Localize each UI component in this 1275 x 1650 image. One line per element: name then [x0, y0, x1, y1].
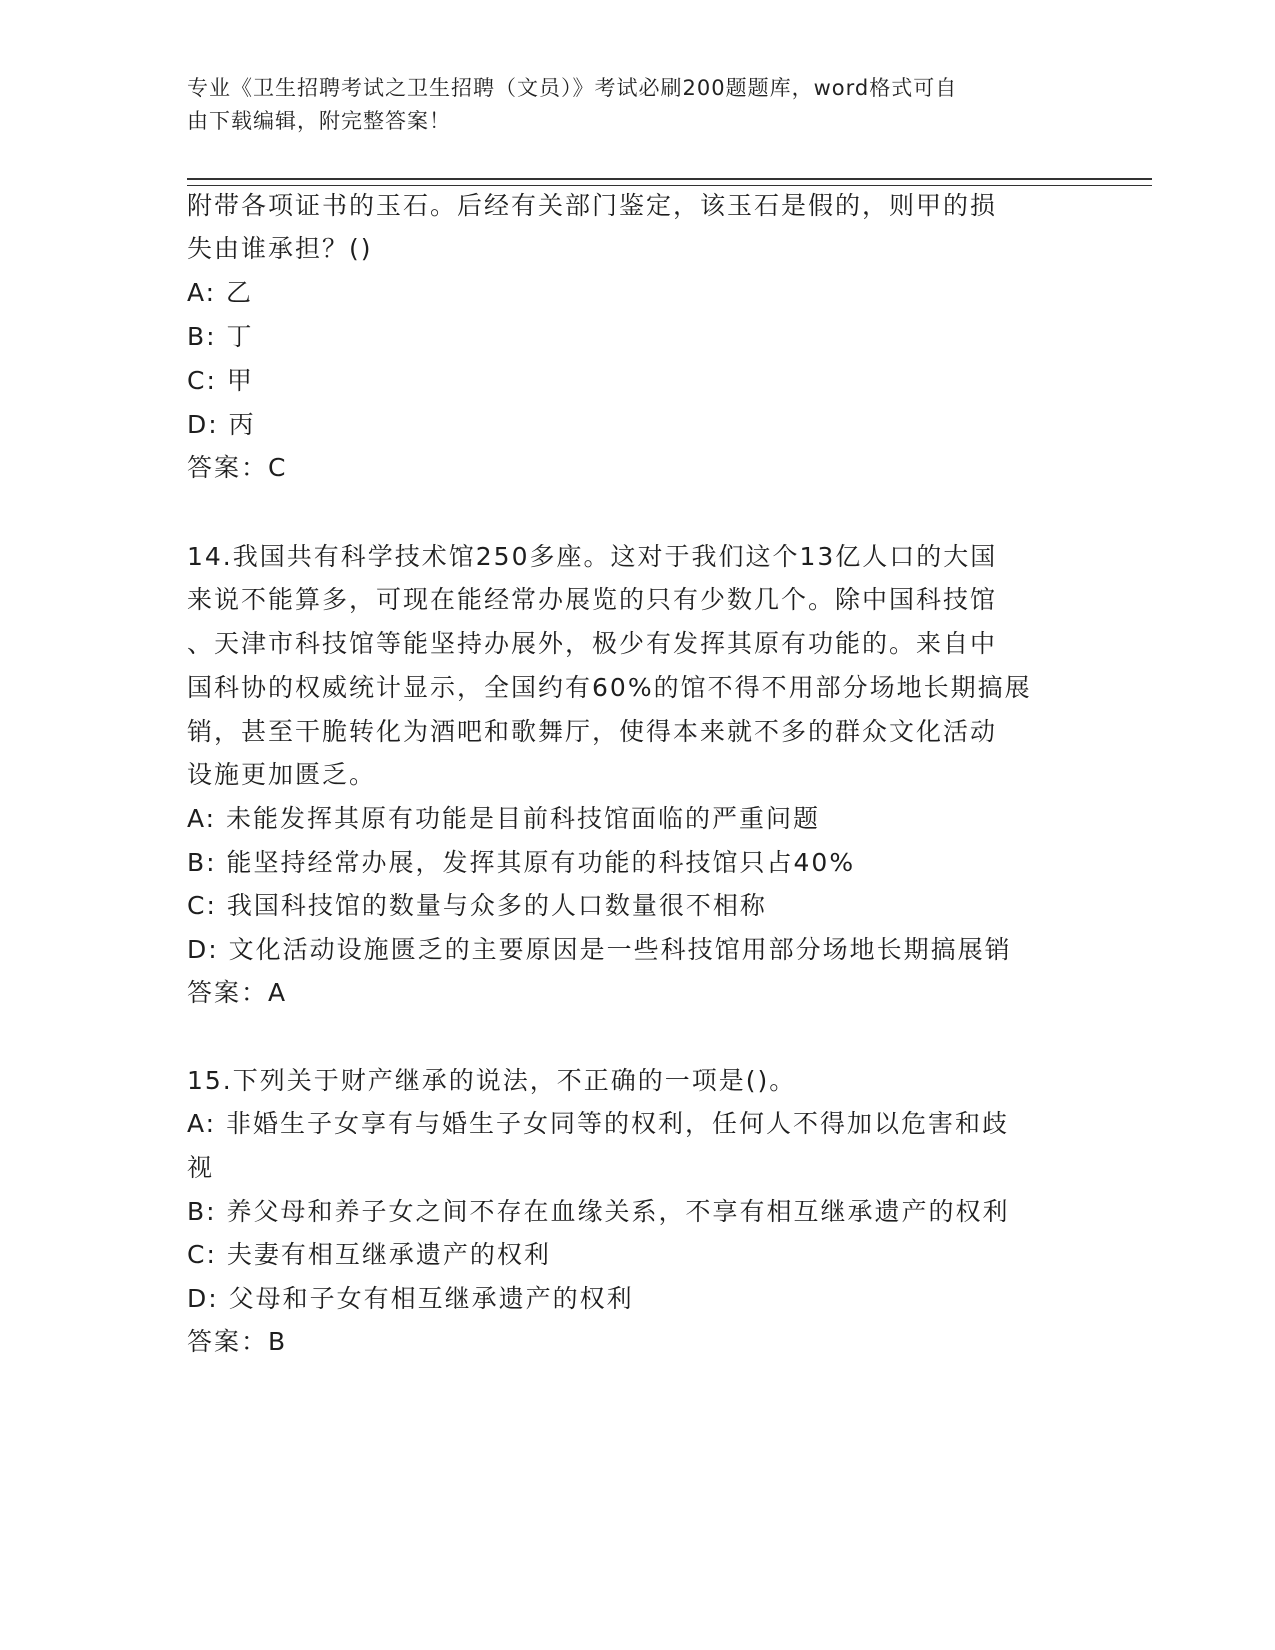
option-a: A: 乙	[187, 278, 254, 307]
option-d: D: 父母和子女有相互继承遗产的权利	[187, 1284, 634, 1313]
question-stem-line: 14.我国共有科学技术馆250多座。这对于我们这个13亿人口的大国	[187, 542, 998, 571]
question-stem-line: 销，甚至干脆转化为酒吧和歌舞厅，使得本来就不多的群众文化活动	[187, 717, 998, 746]
option-a: A: 非婚生子女享有与婚生子女同等的权利，任何人不得加以危害和歧	[187, 1109, 1010, 1138]
header-divider	[187, 178, 1152, 186]
option-d: D: 文化活动设施匮乏的主要原因是一些科技馆用部分场地长期搞展销	[187, 935, 1012, 964]
option-b: B: 能坚持经常办展，发挥其原有功能的科技馆只占40%	[187, 848, 856, 877]
question-stem-line: 附带各项证书的玉石。后经有关部门鉴定，该玉石是假的，则甲的损	[187, 191, 998, 220]
question-stem-line: 来说不能算多，可现在能经常办展览的只有少数几个。除中国科技馆	[187, 585, 998, 614]
question-stem-line: 、天津市科技馆等能坚持办展外，极少有发挥其原有功能的。来自中	[187, 629, 998, 658]
question-stem-line: 设施更加匮乏。	[187, 760, 377, 789]
option-c: C: 我国科技馆的数量与众多的人口数量很不相称	[187, 891, 767, 920]
question-stem-line: 国科协的权威统计显示，全国约有60%的馆不得不用部分场地长期搞展	[187, 673, 1032, 702]
header-line-2: 由下载编辑，附完整答案！	[187, 109, 451, 133]
option-c: C: 夫妻有相互继承遗产的权利	[187, 1240, 551, 1269]
answer-label: 答案：C	[187, 453, 288, 482]
option-a-continued: 视	[187, 1153, 215, 1182]
option-c: C: 甲	[187, 366, 254, 395]
header-line-1: 专业《卫生招聘考试之卫生招聘（文员）》考试必刷200题题库，word格式可自	[187, 76, 958, 100]
question-stem-line: 15.下列关于财产继承的说法，不正确的一项是()。	[187, 1066, 797, 1095]
document-header	[187, 72, 1067, 138]
answer-label: 答案：A	[187, 978, 288, 1007]
option-b: B: 养父母和养子女之间不存在血缘关系，不享有相互继承遗产的权利	[187, 1197, 1010, 1226]
option-d: D: 丙	[187, 410, 256, 439]
option-b: B: 丁	[187, 322, 254, 351]
option-a: A: 未能发挥其原有功能是目前科技馆面临的严重问题	[187, 804, 821, 833]
question-stem-line: 失由谁承担？()	[187, 234, 373, 263]
answer-label: 答案：B	[187, 1327, 288, 1356]
